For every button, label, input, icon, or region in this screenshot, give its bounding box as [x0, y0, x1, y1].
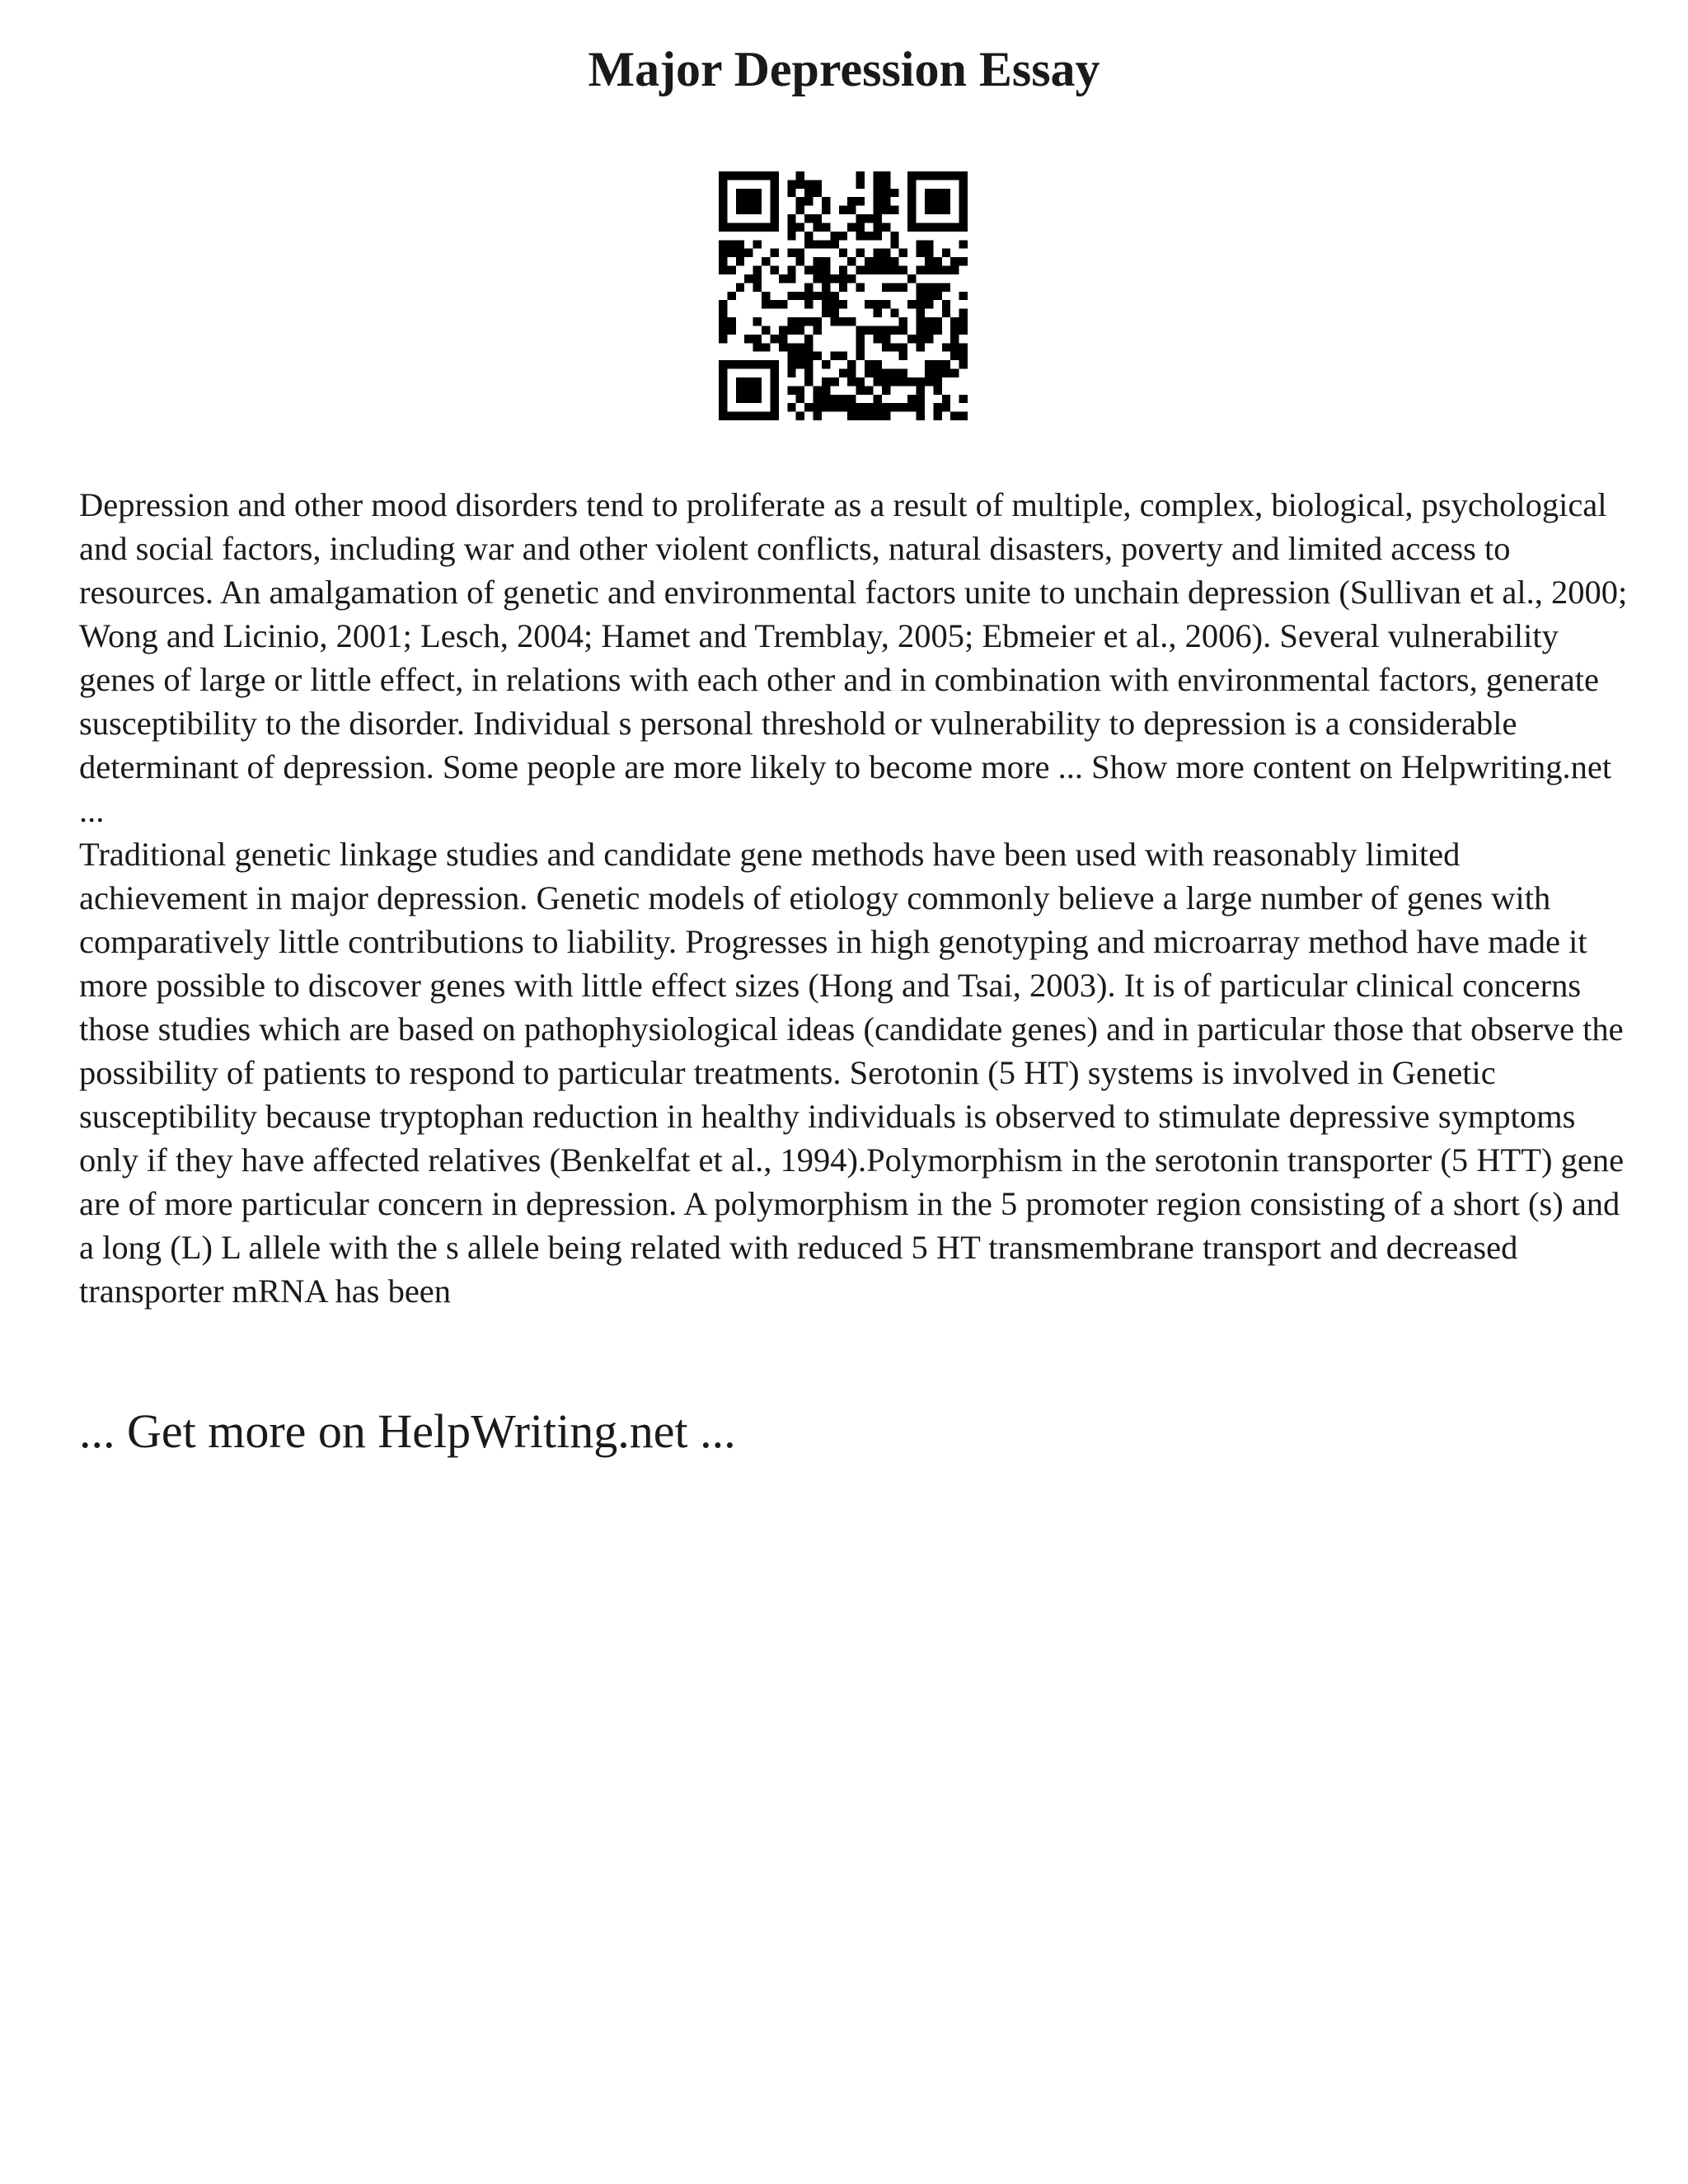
- qr-code-icon: [719, 171, 968, 420]
- qr-code-image: [719, 171, 968, 420]
- essay-paragraph: Depression and other mood disorders tend to proliferate as a result of multiple, complex, biological, psychological and social factors, including war and other violent conflicts, natural disasters, poverty and limited access to resources. An amalgamation of genetic and environmental factors unite to unchain depression (Sullivan et al., 2000; Wong and Licinio, 2001; Lesch, 2004; Hamet and Tremblay, 2005; Ebmeier et al., 2006). Several vulnerability genes of large or little effect, in relations with each other and in combination with environmental factors, generate susceptibility to the disorder. Individual s personal threshold or vulnerability to depression is a considerable determinant of depression. Some people are more likely to become more ... Show more content on Helpwriting.net ...: [79, 486, 1628, 829]
- essay-body: [79, 483, 1629, 1313]
- document-title: Major Depression Essay: [588, 42, 1100, 96]
- essay-paragraph: Traditional genetic linkage studies and candidate gene methods have been used with reasonably limited achievement in major depression. Genetic models of etiology commonly believe a large number of genes with comparatively little contributions to liability. Progresses in high genotyping and microarray method have made it more possible to discover genes with little effect sizes (Hong and Tsai, 2003). It is of particular clinical concerns those studies which are based on pathophysiological ideas (candidate genes) and in particular those that observe the possibility of patients to respond to particular treatments. Serotonin (5 HT) systems is involved in Genetic susceptibility because tryptophan reduction in healthy individuals is observed to stimulate depressive symptoms only if they have affected relatives (Benkelfat et al., 1994).Polymorphism in the serotonin transporter (5 HTT) gene are of more particular concern in depression. A polymorphism in the 5 promoter region consisting of a short (s) and a long (L) L allele with the s allele being related with reduced 5 HT transmembrane transport and decreased transporter mRNA has been: [79, 836, 1625, 1310]
- get-more-link[interactable]: ... Get more on HelpWriting.net ...: [79, 1404, 736, 1458]
